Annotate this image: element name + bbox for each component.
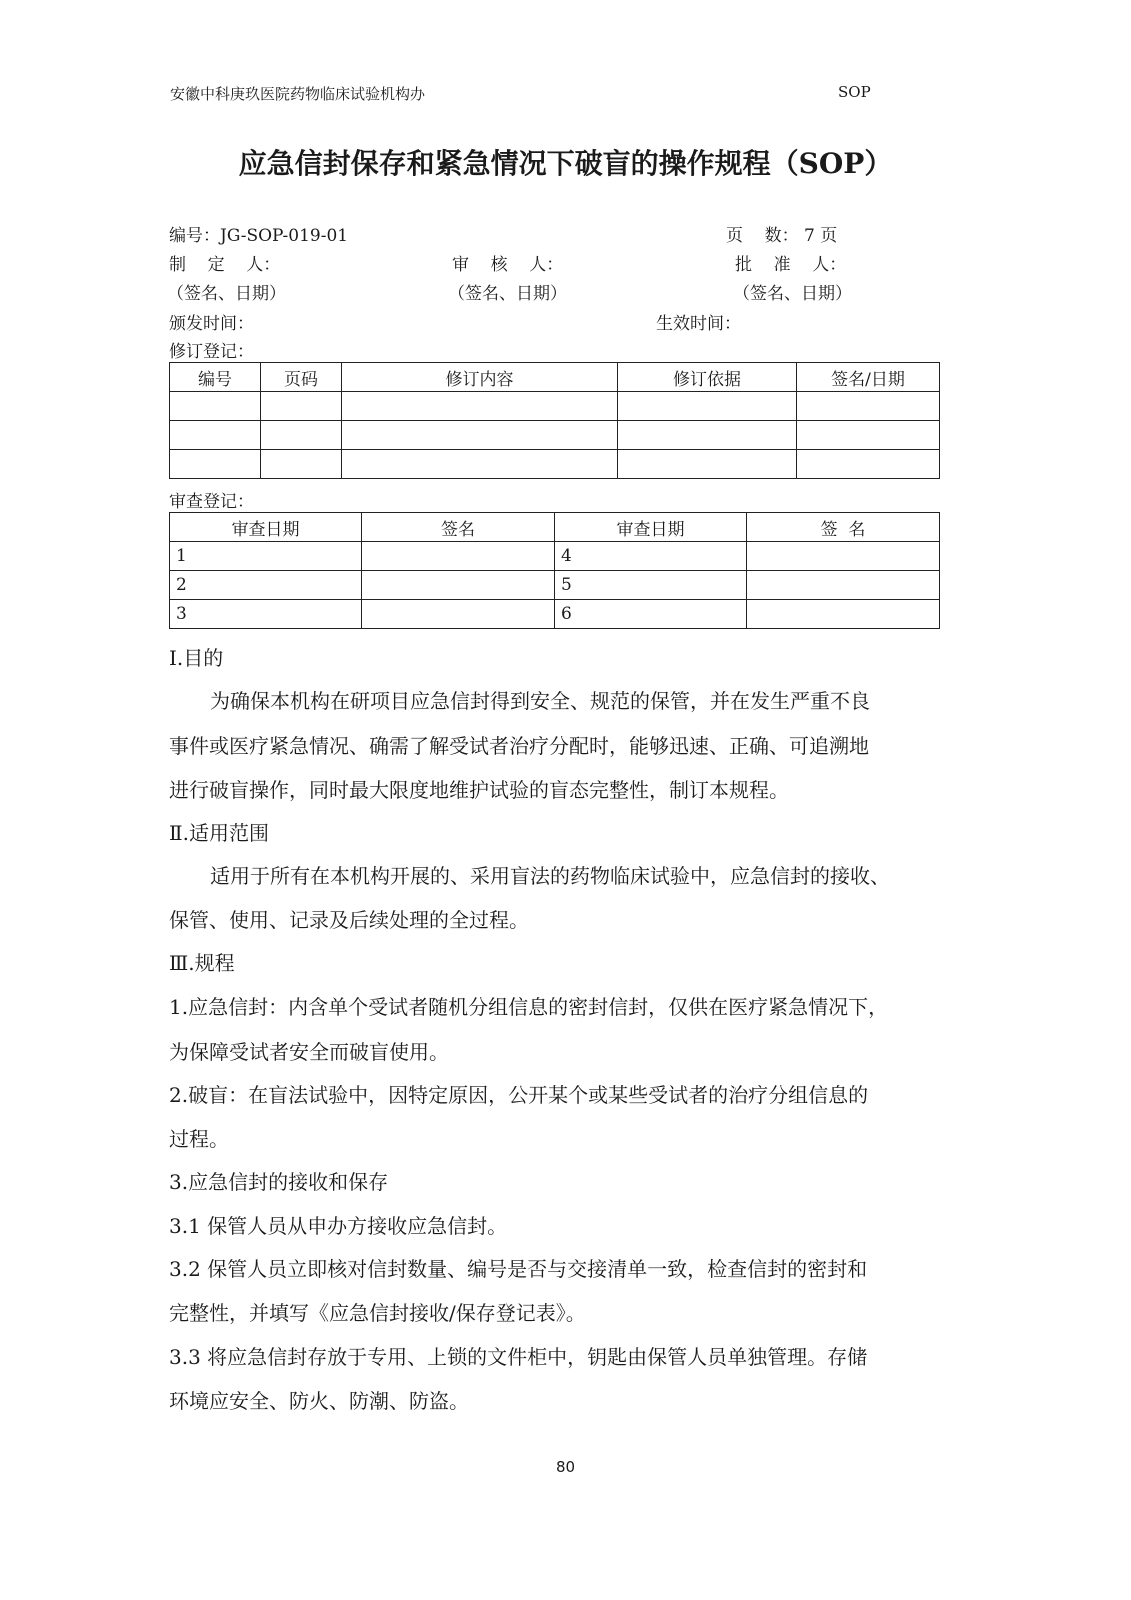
revision-cell — [170, 450, 261, 479]
revision-cell — [618, 450, 797, 479]
review-table-row — [170, 571, 940, 600]
revision-cell — [170, 421, 261, 450]
sign-date-hint-approver: （签名、日期） — [733, 284, 852, 304]
document-number: 编号：JG-SOP-019-01 — [169, 226, 349, 246]
review-cell: 3 — [170, 600, 362, 629]
paragraph-line: 3.1 保管人员从申办方接收应急信封。 — [169, 1214, 508, 1238]
revision-cell — [618, 421, 797, 450]
approver-label: 批 准 人： — [735, 255, 847, 275]
paragraph-line: 环境应安全、防火、防潮、防盗。 — [169, 1389, 469, 1413]
revision-cell — [261, 450, 342, 479]
revision-cell — [261, 392, 342, 421]
review-table-header — [170, 513, 940, 542]
revision-table-header — [170, 363, 940, 392]
reviewer-label: 审 核 人： — [452, 255, 564, 275]
revision-cell — [342, 392, 618, 421]
review-cell — [747, 600, 940, 629]
paragraph-line: 过程。 — [169, 1127, 229, 1151]
paragraph-line: 保管、使用、记录及后续处理的全过程。 — [169, 908, 529, 932]
review-col-signature-2: 签 名 — [747, 513, 940, 542]
revision-table-row — [170, 421, 940, 450]
issue-time-label: 颁发时间： — [169, 314, 254, 334]
effective-time-label: 生效时间： — [656, 314, 741, 334]
paragraph-line: 3.2 保管人员立即核对信封数量、编号是否与交接清单一致，检查信封的密封和 — [169, 1257, 868, 1281]
revision-cell — [342, 421, 618, 450]
subsection-heading: 3.应急信封的接收和保存 — [169, 1170, 389, 1194]
document-title: 应急信封保存和紧急情况下破盲的操作规程（SOP） — [238, 147, 893, 180]
paragraph-line: 适用于所有在本机构开展的、采用盲法的药物临床试验中，应急信封的接收、 — [210, 864, 890, 888]
review-cell: 4 — [555, 542, 747, 571]
paragraph-line: 为保障受试者安全而破盲使用。 — [169, 1040, 449, 1064]
sign-date-hint-drafter: （签名、日期） — [167, 284, 286, 304]
page-number: 80 — [555, 1458, 576, 1476]
paragraph-line: 为确保本机构在研项目应急信封得到安全、规范的保管，并在发生严重不良 — [210, 689, 870, 713]
review-cell: 6 — [555, 600, 747, 629]
review-cell — [362, 571, 555, 600]
review-cell: 5 — [555, 571, 747, 600]
review-table — [169, 512, 940, 629]
section-scope-heading: Ⅱ.适用范围 — [169, 821, 269, 845]
revision-col-basis: 修订依据 — [618, 363, 797, 392]
paragraph-line: 完整性，并填写《应急信封接收/保存登记表》。 — [169, 1301, 586, 1325]
revision-col-content: 修订内容 — [342, 363, 618, 392]
review-register-label: 审查登记： — [169, 492, 254, 512]
revision-cell — [170, 392, 261, 421]
review-cell — [747, 571, 940, 600]
revision-register-label: 修订登记： — [169, 342, 254, 362]
review-cell — [747, 542, 940, 571]
revision-table — [169, 362, 940, 479]
paragraph-line: 2.破盲：在盲法试验中，因特定原因，公开某个或某些受试者的治疗分组信息的 — [169, 1083, 869, 1107]
review-cell — [362, 542, 555, 571]
review-cell — [362, 600, 555, 629]
revision-cell — [797, 421, 940, 450]
paragraph-line: 事件或医疗紧急情况、确需了解受试者治疗分配时，能够迅速、正确、可追溯地 — [169, 734, 869, 758]
paragraph-line: 进行破盲操作，同时最大限度地维护试验的盲态完整性，制订本规程。 — [169, 778, 789, 802]
revision-cell — [797, 392, 940, 421]
revision-col-number: 编号 — [170, 363, 261, 392]
revision-cell — [342, 450, 618, 479]
review-table-row — [170, 600, 940, 629]
sign-date-hint-reviewer: （签名、日期） — [448, 284, 567, 304]
section-purpose-heading: Ⅰ.目的 — [169, 646, 224, 670]
review-col-date-2: 审查日期 — [555, 513, 747, 542]
revision-col-page: 页码 — [261, 363, 342, 392]
review-cell: 2 — [170, 571, 362, 600]
revision-cell — [261, 421, 342, 450]
review-table-row — [170, 542, 940, 571]
revision-table-row — [170, 450, 940, 479]
review-col-date-1: 审查日期 — [170, 513, 362, 542]
page-count: 页 数： 7 页 — [726, 226, 838, 246]
review-col-signature-1: 签名 — [362, 513, 555, 542]
header-organization: 安徽中科庚玖医院药物临床试验机构办 — [170, 85, 426, 103]
header-sop-tag: SOP — [838, 83, 871, 101]
revision-cell — [618, 392, 797, 421]
drafter-label: 制 定 人： — [169, 255, 281, 275]
paragraph-line: 1.应急信封：内含单个受试者随机分组信息的密封信封，仅供在医疗紧急情况下， — [169, 995, 889, 1019]
review-cell: 1 — [170, 542, 362, 571]
paragraph-line: 3.3 将应急信封存放于专用、上锁的文件柜中，钥匙由保管人员单独管理。存储 — [169, 1345, 868, 1369]
revision-cell — [797, 450, 940, 479]
section-procedure-heading: Ⅲ.规程 — [169, 951, 235, 975]
revision-col-signature-date: 签名/日期 — [797, 363, 940, 392]
revision-table-row — [170, 392, 940, 421]
